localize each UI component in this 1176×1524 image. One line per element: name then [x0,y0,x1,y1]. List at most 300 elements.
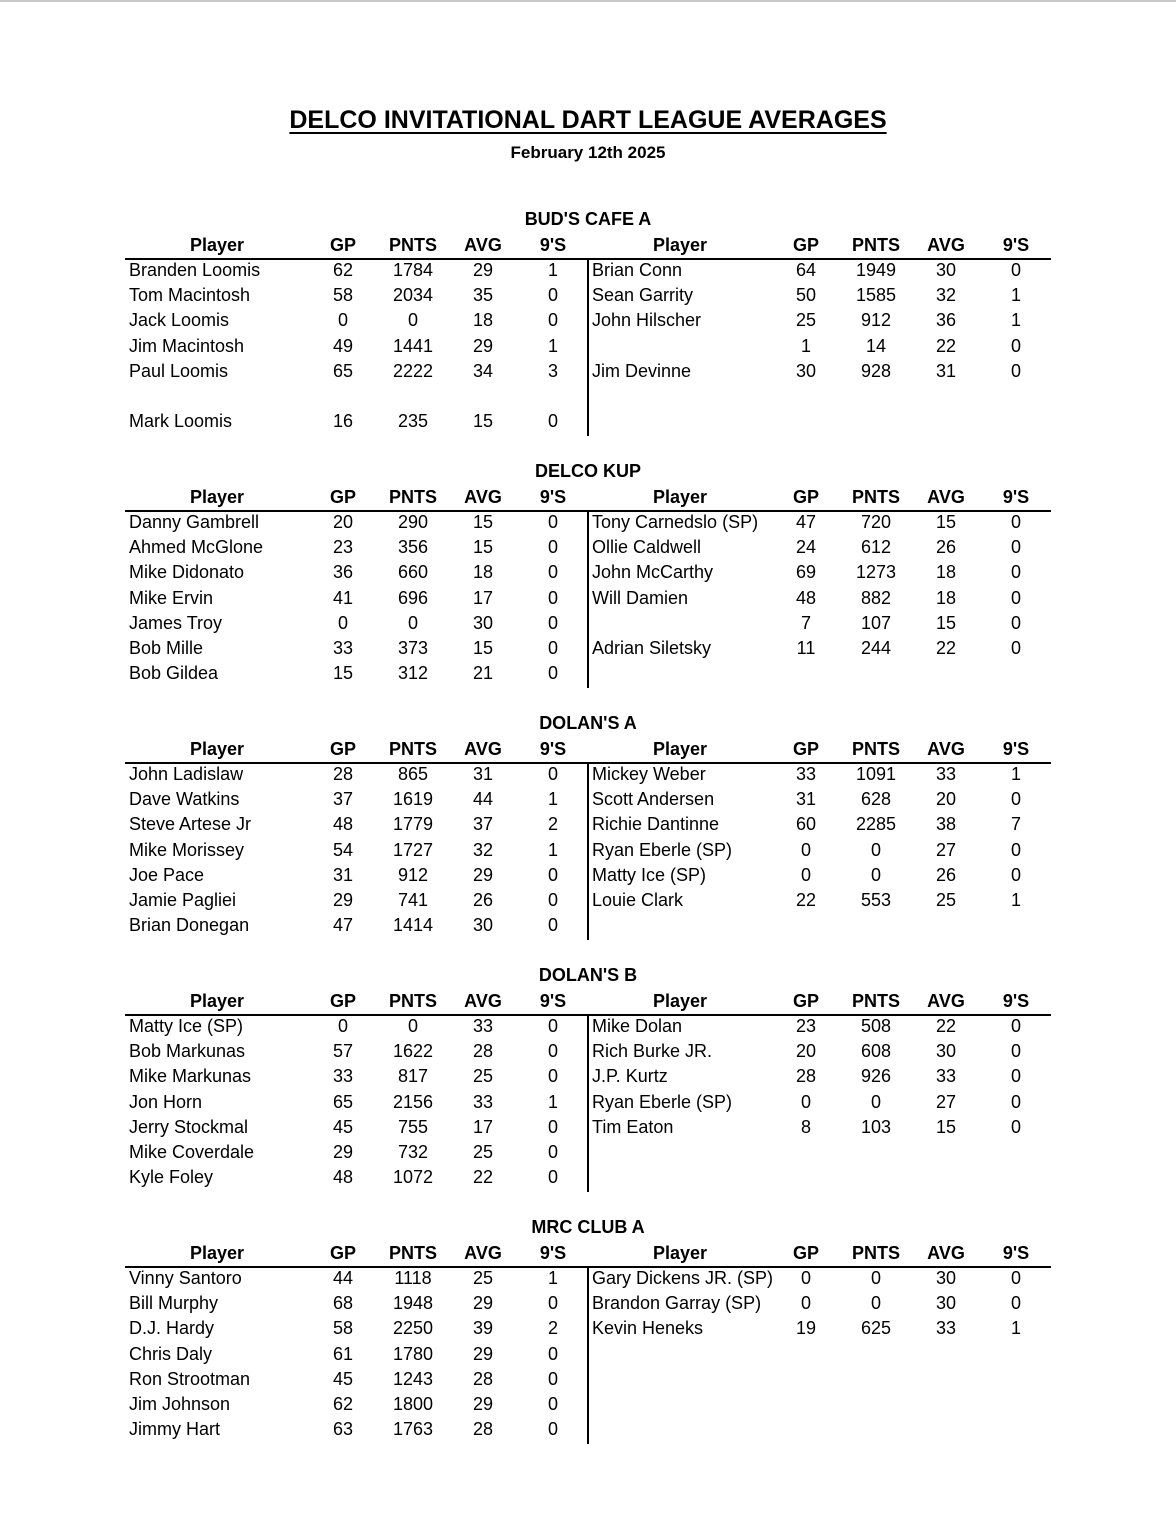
stat-gp: 44 [332,1268,354,1288]
stat-avg: 30 [935,1041,957,1062]
player-row-right [0,636,1176,661]
player-name: Bill Murphy [129,1293,219,1314]
stat-nines: 0 [547,1343,558,1364]
player-name [129,384,319,409]
stat-avg: 25 [472,1066,494,1087]
stat-pnts: 628 [860,789,892,810]
stat-avg: 33 [472,1016,494,1036]
player-name: Jimmy Hart [129,1419,220,1440]
player-name: Jack Loomis [129,310,230,331]
stat-pnts: 732 [397,1142,429,1162]
header-left-nines: 9'S [539,991,567,1011]
player-name: Ahmed McGlone [129,537,264,558]
stat-avg: 34 [472,360,494,381]
stat-nines: 0 [1010,638,1021,658]
player-row-left [0,913,1176,938]
stat-nines: 1 [1010,890,1021,910]
stat-avg: 29 [472,1293,494,1314]
header-right-gp: GP [792,739,819,759]
player-row-right [0,586,1176,611]
stat-gp: 0 [337,612,348,633]
stat-pnts: 912 [397,864,429,885]
stat-gp: 8 [800,1116,811,1137]
stat-nines: 0 [547,890,558,910]
stat-nines: 1 [547,789,558,810]
stat-nines: 0 [547,1142,558,1162]
player-name: John McCarthy [592,562,714,583]
stat-pnts: 2222 [392,360,434,381]
top-rule [0,0,1176,2]
stat-pnts: 625 [860,1318,892,1339]
header-left-gp: GP [329,487,356,507]
player-row-right [0,308,1176,333]
stat-gp: 28 [332,764,354,784]
stat-avg: 38 [935,814,957,835]
page-title [0,106,1176,135]
stat-avg: 26 [935,537,957,558]
stat-gp: 58 [332,285,354,306]
stat-nines: 0 [547,612,558,633]
stat-nines: 0 [547,1368,558,1389]
stat-avg: 28 [472,1419,494,1440]
player-row-left [0,1392,1176,1417]
stat-avg: 33 [935,764,957,784]
player-name: Ryan Eberle (SP) [592,839,733,860]
stat-avg: 22 [935,335,957,356]
stat-gp [313,384,373,409]
player-row-left [0,661,1176,686]
stat-nines: 0 [1010,1091,1021,1112]
stat-pnts: 926 [860,1066,892,1087]
stat-gp: 23 [332,537,354,558]
stat-avg: 37 [472,814,494,835]
stat-gp: 68 [332,1293,354,1314]
player-row-right [0,1090,1176,1115]
player-name: Adrian Siletsky [592,638,712,658]
stat-avg: 27 [935,839,957,860]
header-right-avg: AVG [927,739,965,759]
stat-nines: 0 [547,638,558,658]
stat-gp: 0 [800,1268,811,1288]
header-left-gp: GP [329,1243,356,1263]
player-row-right [0,334,1176,359]
stat-pnts: 14 [865,335,887,356]
stat-pnts: 0 [407,612,418,633]
stat-pnts: 741 [397,890,429,910]
stat-nines: 0 [1010,512,1021,532]
header-left-nines: 9'S [539,487,567,507]
player-name: Kyle Foley [129,1167,214,1188]
player-name: Richie Dantinne [592,814,720,835]
stat-gp: 45 [332,1116,354,1137]
player-name: Paul Loomis [129,360,229,381]
header-right-player: Player [652,739,708,759]
player-row-right [0,762,1176,787]
page-date: February 12th 2025 [510,143,666,162]
header-right-nines: 9'S [1002,1243,1030,1263]
stat-pnts: 2034 [392,285,434,306]
player-name: Dave Watkins [129,789,240,810]
stat-pnts: 1779 [392,814,434,835]
stat-nines: 0 [547,663,558,684]
header-right-gp: GP [792,487,819,507]
stat-gp: 48 [332,814,354,835]
player-name: Bob Mille [129,638,204,658]
header-left-player: Player [189,487,245,507]
stat-gp: 33 [332,638,354,658]
stat-pnts: 817 [397,1066,429,1087]
header-right-gp: GP [792,1243,819,1263]
player-name: Jerry Stockmal [129,1116,249,1137]
player-row-right [0,838,1176,863]
stat-avg: 17 [472,587,494,608]
player-row-left [0,384,1176,409]
player-name: Ollie Caldwell [592,537,702,558]
stat-gp: 54 [332,839,354,860]
stat-avg: 27 [935,1091,957,1112]
stat-pnts: 0 [870,1293,881,1314]
stat-pnts: 660 [397,562,429,583]
stat-pnts: 235 [397,411,429,432]
header-left-player: Player [189,235,245,255]
player-name: Jim Johnson [129,1394,231,1414]
stat-pnts: 1414 [392,915,434,936]
team-section-dolan-s-b [0,964,1176,1204]
team-section-dolan-s-a [0,712,1176,952]
stat-pnts: 1091 [855,764,897,784]
stat-avg: 29 [472,260,494,280]
stat-nines: 1 [1010,310,1021,331]
stat-pnts: 290 [397,512,429,532]
stat-avg: 44 [472,789,494,810]
stat-nines: 0 [547,587,558,608]
stat-nines: 0 [1010,587,1021,608]
stat-gp: 0 [800,1091,811,1112]
stat-avg: 25 [935,890,957,910]
stat-gp: 45 [332,1368,354,1389]
stat-avg: 26 [472,890,494,910]
team-section-delco-kup [0,460,1176,700]
stat-gp: 65 [332,360,354,381]
player-name: Ron Strootman [129,1368,251,1389]
stat-nines: 0 [547,1066,558,1087]
stat-avg: 26 [935,864,957,885]
stat-avg: 25 [472,1142,494,1162]
stat-nines: 0 [547,1016,558,1036]
player-name: Bob Markunas [129,1041,246,1062]
header-right-avg: AVG [927,1243,965,1263]
team-name: BUD'S CAFE A [524,209,652,229]
stat-avg: 39 [472,1318,494,1339]
player-name: Rich Burke JR. [592,1041,713,1062]
header-right-player: Player [652,991,708,1011]
stat-avg: 33 [472,1091,494,1112]
header-right-pnts: PNTS [851,235,900,255]
stat-gp: 22 [795,890,817,910]
player-name: Steve Artese Jr [129,814,252,835]
stat-gp: 37 [332,789,354,810]
stat-gp: 11 [796,638,816,658]
stat-pnts: 107 [860,612,892,633]
stat-avg: 32 [472,839,494,860]
player-row-left [0,1140,1176,1165]
player-name: Mike Markunas [129,1066,252,1087]
player-row-right [0,283,1176,308]
stat-nines: 0 [547,1116,558,1137]
stat-nines: 0 [1010,789,1021,810]
stat-gp: 23 [795,1016,817,1036]
stat-gp: 62 [332,1394,354,1414]
stat-gp: 41 [332,587,354,608]
stat-pnts: 356 [397,537,429,558]
stat-gp: 33 [332,1066,354,1087]
header-right-player: Player [652,1243,708,1263]
stat-gp: 0 [337,1016,348,1036]
stat-avg: 29 [472,864,494,885]
stat-nines: 1 [1010,1318,1021,1339]
stat-nines: 0 [547,285,558,306]
stat-pnts: 912 [860,310,892,331]
team-section-mrc-club-a [0,1216,1176,1456]
stat-avg: 21 [472,663,494,684]
stat-avg: 32 [935,285,957,306]
stat-gp: 58 [332,1318,354,1339]
player-name: Tom Macintosh [129,285,251,306]
stat-pnts: 1622 [392,1041,434,1062]
stat-gp: 28 [795,1066,817,1087]
stat-avg: 33 [935,1318,957,1339]
player-name: Danny Gambrell [129,512,260,532]
player-row-left [0,1417,1176,1442]
stat-avg: 17 [472,1116,494,1137]
player-row-right [0,1115,1176,1140]
team-section-bud-s-cafe-a [0,208,1176,448]
stat-pnts: 1763 [392,1419,434,1440]
header-left-pnts: PNTS [388,991,437,1011]
stat-gp: 47 [795,512,817,532]
stat-avg: 30 [472,915,494,936]
stat-avg: 28 [472,1368,494,1389]
player-name: John Ladislaw [129,764,244,784]
stat-nines: 0 [547,310,558,331]
player-name: Louie Clark [592,890,684,910]
table-header [0,989,1176,1014]
stat-gp: 0 [800,1293,811,1314]
stat-gp: 1 [800,335,811,356]
stat-nines: 0 [547,1419,558,1440]
stat-pnts: 1243 [392,1368,434,1389]
stat-nines: 1 [547,260,558,280]
player-row-left [0,1342,1176,1367]
table-header [0,1241,1176,1266]
header-left-avg: AVG [464,991,502,1011]
player-name: Tim Eaton [592,1116,674,1137]
player-row-right [0,888,1176,913]
stat-avg: 18 [935,587,957,608]
stat-pnts: 508 [860,1016,892,1036]
header-left-nines: 9'S [539,739,567,759]
stat-nines: 0 [547,512,558,532]
player-name: D.J. Hardy [129,1318,215,1339]
stat-avg: 15 [472,411,494,432]
stat-nines: 0 [1010,1041,1021,1062]
stat-pnts: 1273 [855,562,897,583]
stat-nines: 0 [1010,335,1021,356]
stat-pnts: 612 [860,537,892,558]
player-name: John Hilscher [592,310,702,331]
stat-pnts: 244 [860,638,892,658]
stat-gp: 20 [332,512,354,532]
player-name: Branden Loomis [129,260,261,280]
header-right-nines: 9'S [1002,991,1030,1011]
header-left-nines: 9'S [539,235,567,255]
stat-nines: 1 [547,1091,558,1112]
stat-pnts: 2250 [392,1318,434,1339]
stat-avg: 15 [935,512,957,532]
stat-gp: 16 [332,411,354,432]
stat-nines: 0 [547,864,558,885]
header-right-nines: 9'S [1002,487,1030,507]
stat-avg: 30 [935,1268,957,1288]
stat-pnts: 882 [860,587,892,608]
stat-pnts: 1072 [392,1167,434,1188]
player-name: Vinny Santoro [129,1268,242,1288]
stat-avg: 22 [935,638,957,658]
header-right-nines: 9'S [1002,235,1030,255]
header-left-pnts: PNTS [388,487,437,507]
stat-gp: 48 [795,587,817,608]
stat-nines: 3 [547,360,558,381]
header-left-pnts: PNTS [388,1243,437,1263]
stat-pnts: 1780 [392,1343,434,1364]
header-left-pnts: PNTS [388,739,437,759]
stat-nines: 0 [1010,260,1021,280]
stat-avg: 31 [472,764,494,784]
header-right-pnts: PNTS [851,1243,900,1263]
stat-pnts: 0 [870,1091,881,1112]
player-name: Brian Donegan [129,915,250,936]
player-row-left [0,1165,1176,1190]
player-name: Mike Ervin [129,587,214,608]
stat-nines: 1 [1010,285,1021,306]
stat-pnts: 608 [860,1041,892,1062]
stat-avg: 30 [935,260,957,280]
team-name: DOLAN'S A [539,713,637,733]
stat-gp: 24 [795,537,817,558]
stat-gp: 29 [332,1142,354,1162]
stat-gp: 20 [795,1041,817,1062]
player-name: Will Damien [592,587,689,608]
player-name: Mike Dolan [592,1016,683,1036]
header-right-player: Player [652,235,708,255]
header-right-pnts: PNTS [851,487,900,507]
header-right-pnts: PNTS [851,991,900,1011]
stat-gp: 31 [332,864,354,885]
stat-gp: 15 [332,663,354,684]
stat-pnts: 373 [397,638,429,658]
stat-gp: 19 [795,1318,817,1339]
stat-pnts: 696 [397,587,429,608]
player-name [592,334,782,359]
stat-nines: 0 [1010,537,1021,558]
stat-avg: 29 [472,335,494,356]
header-right-avg: AVG [927,991,965,1011]
player-row-right [0,812,1176,837]
header-right-player: Player [652,487,708,507]
stat-pnts: 2285 [855,814,897,835]
player-row-right [0,535,1176,560]
header-right-avg: AVG [927,487,965,507]
player-name: Chris Daly [129,1343,213,1364]
stat-nines: 0 [547,562,558,583]
player-name: Brandon Garray (SP) [592,1293,762,1314]
stat-nines: 2 [547,1318,558,1339]
header-left-player: Player [189,1243,245,1263]
header-left-gp: GP [329,739,356,759]
stat-pnts: 1118 [394,1268,432,1288]
stat-pnts: 928 [860,360,892,381]
stat-gp: 31 [795,789,817,810]
stat-pnts: 312 [397,663,429,684]
header-right-avg: AVG [927,235,965,255]
player-row-left [0,1367,1176,1392]
stat-gp: 60 [795,814,817,835]
player-name: Mike Didonato [129,562,245,583]
header-left-player: Player [189,739,245,759]
player-name: Tony Carnedslo (SP) [592,512,759,532]
stat-nines: 0 [547,1394,558,1414]
player-name: Jim Devinne [592,360,692,381]
stat-nines: 1 [547,335,558,356]
stat-pnts: 1949 [855,260,897,280]
player-name: Kevin Heneks [592,1318,704,1339]
stat-nines: 0 [1010,839,1021,860]
stat-avg: 29 [472,1343,494,1364]
player-name: J.P. Kurtz [592,1066,668,1087]
player-name: Jim Macintosh [129,335,245,356]
player-name: Mickey Weber [592,764,706,784]
stat-avg [453,384,513,409]
stat-gp: 36 [332,562,354,583]
stat-gp: 7 [800,612,811,633]
player-name: Joe Pace [129,864,205,885]
stat-gp: 0 [800,839,811,860]
player-name: Brian Conn [592,260,683,280]
stat-gp: 29 [332,890,354,910]
player-row-right [0,1039,1176,1064]
table-header [0,485,1176,510]
player-row-right [0,359,1176,384]
stat-avg: 20 [935,789,957,810]
player-name: Mark Loomis [129,411,233,432]
player-name: Jamie Pagliei [129,890,237,910]
table-header [0,737,1176,762]
stat-avg: 22 [472,1167,494,1188]
stat-pnts [378,384,448,409]
player-row-right [0,258,1176,283]
stat-gp: 0 [800,864,811,885]
stat-avg: 33 [935,1066,957,1087]
stat-pnts: 0 [407,1016,418,1036]
stat-nines: 7 [1010,814,1021,835]
stat-pnts: 1619 [392,789,434,810]
player-name [592,611,782,636]
player-row-right [0,787,1176,812]
stat-nines: 0 [1010,562,1021,583]
player-row-right [0,1316,1176,1341]
stat-nines: 0 [1010,1016,1021,1036]
stat-gp: 57 [332,1041,354,1062]
